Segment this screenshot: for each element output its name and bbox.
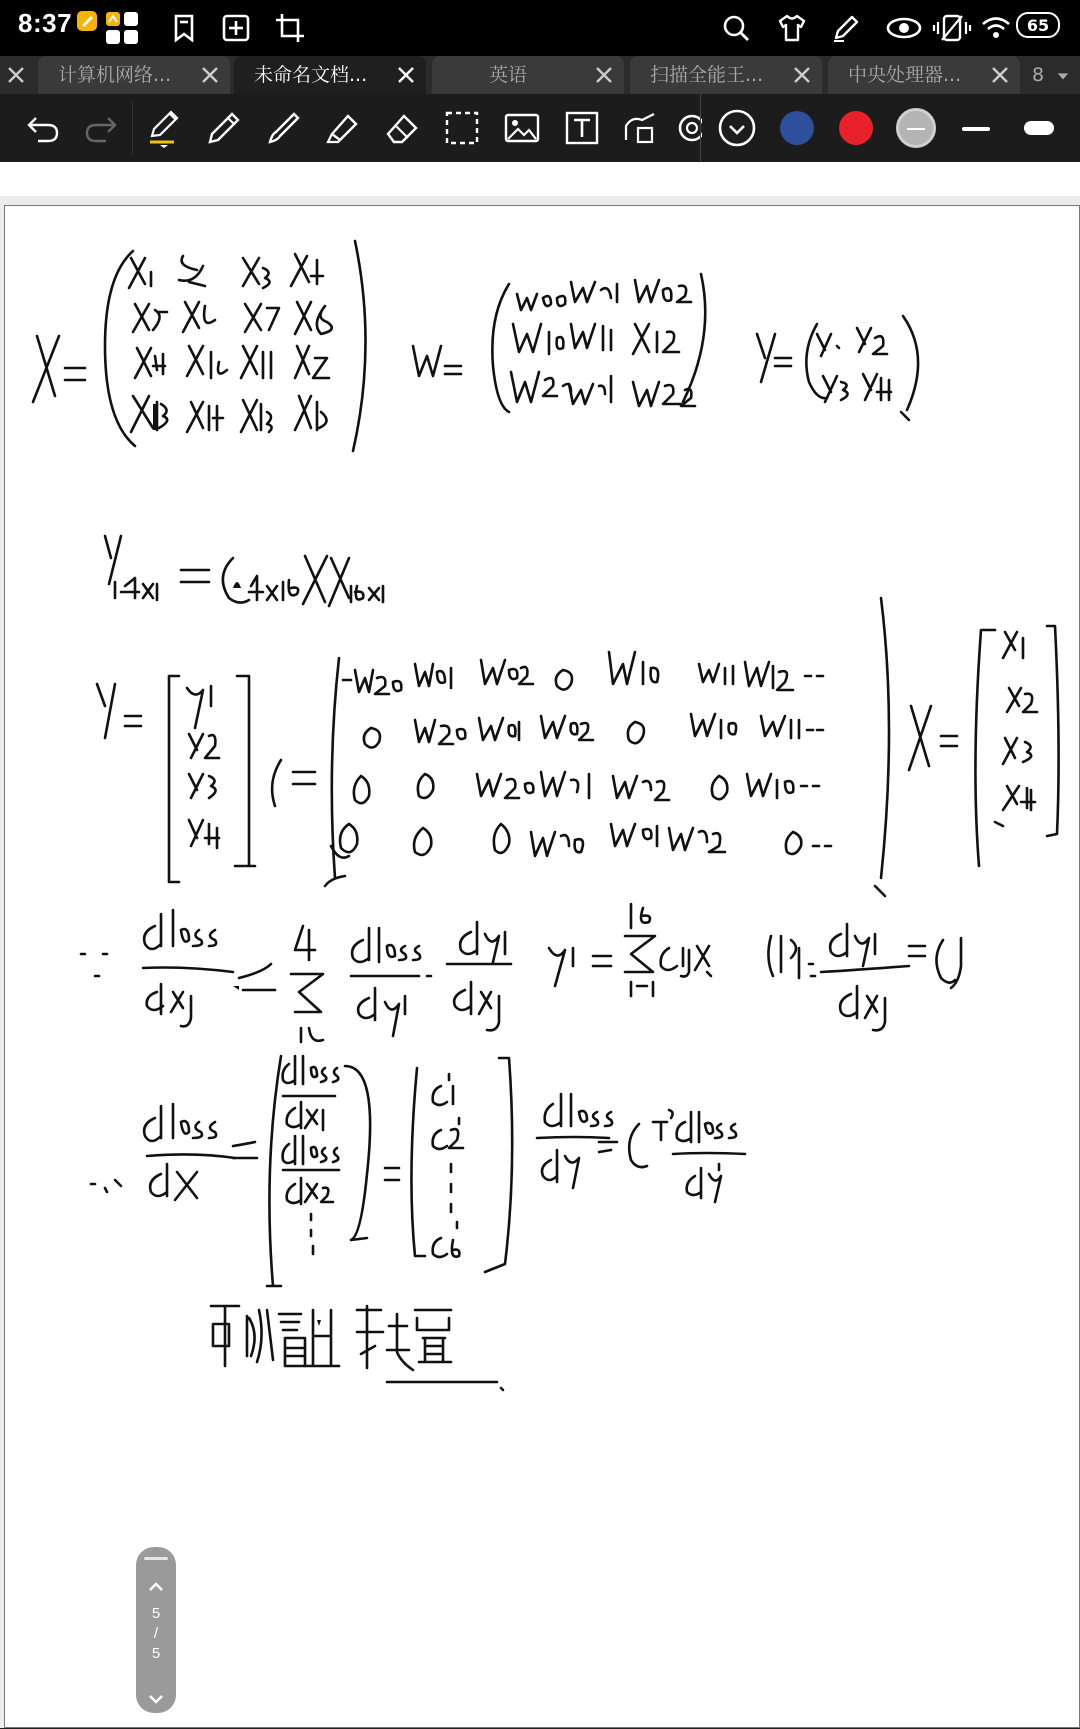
stroke-thin-option[interactable] <box>962 127 990 131</box>
search-icon[interactable] <box>720 12 752 44</box>
pen-tool-icon[interactable] <box>144 108 184 148</box>
close-icon[interactable] <box>198 63 222 87</box>
edit-pen-icon[interactable] <box>830 12 862 44</box>
close-icon[interactable] <box>790 63 814 87</box>
close-icon[interactable] <box>394 63 418 87</box>
tab-count: 8 <box>1032 64 1045 86</box>
tab-untitled-document[interactable] <box>234 56 426 94</box>
chevron-down-icon <box>1056 69 1070 83</box>
shape-tool-icon[interactable] <box>620 108 660 148</box>
color-picker-icon[interactable] <box>716 107 758 149</box>
tab-label: 英语 <box>488 64 527 86</box>
color-swatch-red[interactable] <box>839 111 873 145</box>
chevron-up-icon[interactable] <box>144 1575 168 1599</box>
tab-computer-network[interactable] <box>38 56 230 94</box>
toolbar-divider <box>132 102 133 154</box>
chevron-down-icon[interactable] <box>144 1687 168 1711</box>
note-page[interactable] <box>4 205 1080 1728</box>
vibrate-icon <box>932 12 972 44</box>
eraser-tool-icon[interactable] <box>382 108 422 148</box>
undo-icon[interactable] <box>24 108 64 148</box>
theme-shirt-icon[interactable] <box>776 12 808 44</box>
add-box-icon <box>220 12 252 44</box>
drawing-toolbar <box>0 94 1080 162</box>
tab-english[interactable] <box>432 56 624 94</box>
drag-handle[interactable] <box>144 1557 168 1560</box>
tab-label: 计算机网络... <box>58 64 172 86</box>
color-swatch-navy[interactable] <box>780 111 814 145</box>
crop-icon <box>274 12 306 44</box>
eye-comfort-icon <box>884 12 924 44</box>
selected-line-icon <box>907 128 925 130</box>
toolbar-divider <box>700 94 701 162</box>
tab-label: 扫描全能王... <box>650 64 764 86</box>
more-tools-icon[interactable] <box>674 108 702 148</box>
pencil-tool-icon[interactable] <box>204 108 244 148</box>
page-separator: / <box>153 1625 159 1642</box>
stroke-thick-option[interactable] <box>1024 121 1054 135</box>
status-time: 8:37 <box>18 8 73 38</box>
tab-label: 未命名文档... <box>254 64 368 86</box>
tab-cpu[interactable] <box>828 56 1020 94</box>
highlighter-tool-icon[interactable] <box>322 108 362 148</box>
battery-indicator: 65 <box>1016 12 1060 38</box>
text-box-icon[interactable] <box>562 108 602 148</box>
color-swatch-gray-selected[interactable] <box>896 108 936 148</box>
tab-label: 中央处理器... <box>848 64 962 86</box>
handwriting-layer <box>5 206 1080 1729</box>
close-icon[interactable] <box>592 63 616 87</box>
current-page-number: 5 <box>151 1605 161 1622</box>
brush-tool-icon[interactable] <box>264 108 304 148</box>
total-pages: 5 <box>151 1645 161 1662</box>
status-bar <box>0 0 1080 56</box>
wifi-icon <box>980 12 1012 44</box>
image-insert-icon[interactable] <box>502 108 542 148</box>
close-icon[interactable] <box>4 63 28 87</box>
page-navigator[interactable] <box>136 1547 176 1713</box>
close-icon[interactable] <box>988 63 1012 87</box>
bookmark-icon <box>168 12 200 44</box>
notification-app-icon-2 <box>104 10 140 46</box>
redo-icon[interactable] <box>80 108 120 148</box>
tab-camscanner[interactable] <box>630 56 822 94</box>
lasso-select-icon[interactable] <box>442 108 482 148</box>
previous-page-edge <box>0 162 1080 196</box>
notification-app-icon <box>76 10 98 32</box>
tab-overflow-button[interactable] <box>1028 56 1080 94</box>
